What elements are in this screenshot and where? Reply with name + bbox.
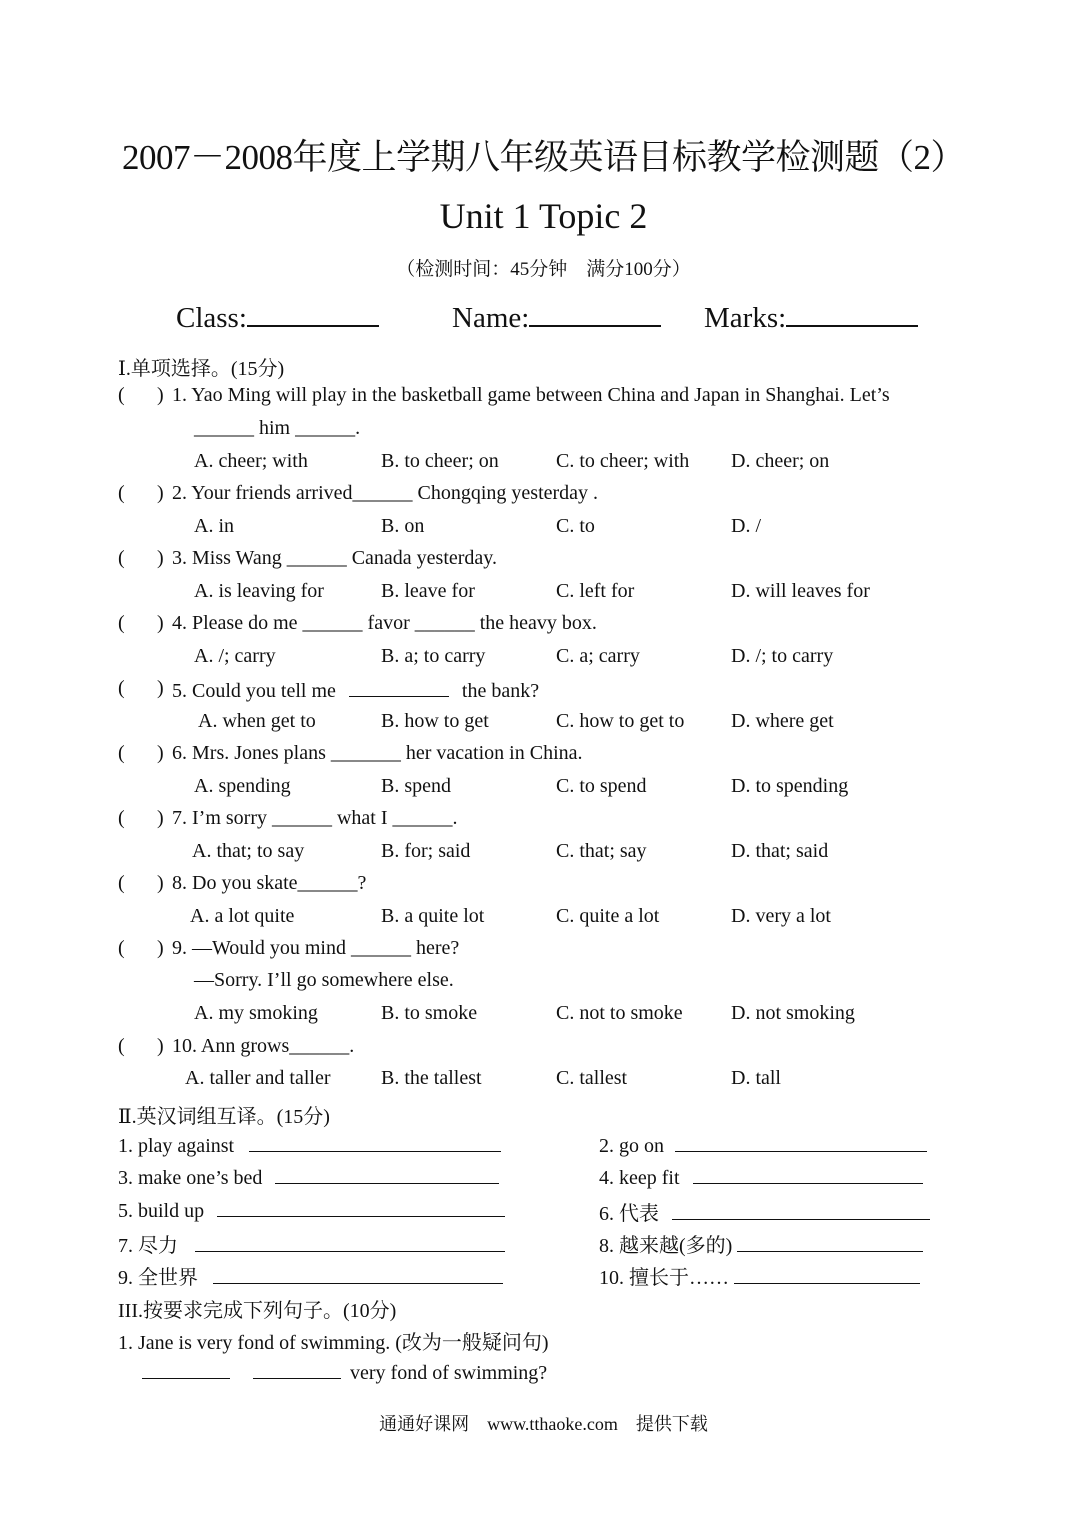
phrase-answer-blank[interactable] [249,1132,501,1152]
phrase-item [118,1164,499,1190]
question-text: 4. Please do me ______ favor ______ the heavy box. [172,612,597,634]
page-subtitle: Unit 1 Topic 2 [439,196,648,236]
answer-paren-close: ) [157,872,164,894]
phrase-label: 7. 尽力 [118,1235,178,1257]
option-b[interactable]: B. leave for [381,580,475,602]
answer-paren-close: ) [157,742,164,764]
phrase-item [599,1132,927,1158]
answer-paren-open: ( [118,384,125,406]
answer-paren-close: ) [157,677,164,699]
option-a[interactable]: A. in [194,515,234,537]
option-a[interactable]: A. cheer; with [194,450,308,472]
question-text: 2. Your friends arrived______ Chongqing yesterday . [172,482,599,504]
phrase-item [118,1261,503,1290]
option-c[interactable]: C. to cheer; with [556,450,690,472]
answer-paren-close: ) [157,547,164,569]
question-text-before: 5. Could you tell me [172,680,336,702]
section2-heading: Ⅱ.英汉词组互译。(15分) [118,1106,330,1128]
answer-line [142,1359,547,1385]
option-a[interactable]: A. is leaving for [194,580,324,602]
page-footer: 通通好课网 www.tthaoke.com 提供下载 [379,1414,708,1434]
phrase-label: 9. 全世界 [118,1267,198,1289]
phrase-label: 1. play against [118,1135,235,1157]
option-d[interactable]: D. cheer; on [731,450,830,472]
option-b[interactable]: B. for; said [381,840,471,862]
answer-paren-open: ( [118,937,125,959]
question-text: 7. I’m sorry ______ what I ______. [172,807,458,829]
option-a[interactable]: A. /; carry [194,645,276,667]
option-b[interactable]: B. a; to carry [381,645,486,667]
answer-paren-close: ) [157,807,164,829]
class-blank[interactable] [247,296,379,327]
phrase-answer-blank[interactable] [672,1200,930,1220]
section1-heading: Ⅰ.单项选择。(15分) [118,358,285,380]
option-c[interactable]: C. how to get to [556,710,685,732]
question-text-after: the bank? [461,680,540,702]
answer-paren-close: ) [157,937,164,959]
phrase-item [599,1261,920,1290]
class-label: Class: [176,302,247,334]
option-d[interactable]: D. tall [731,1067,781,1089]
answer-paren-close: ) [157,384,164,406]
question-continuation: ______ him ______. [194,417,361,439]
exam-meta: （检测时间：45分钟 满分100分） [396,259,691,280]
phrase-item [118,1197,505,1223]
option-c[interactable]: C. not to smoke [556,1002,683,1024]
phrase-answer-blank[interactable] [275,1164,499,1184]
option-a[interactable]: A. that; to say [192,840,305,862]
option-a[interactable]: A. spending [194,775,291,797]
question-text: 1. Yao Ming will play in the basketball game between China and Japan in Shanghai. Let’s [172,384,890,406]
phrase-label: 6. 代表 [599,1203,659,1225]
phrase-label: 2. go on [599,1135,664,1157]
option-d[interactable]: D. /; to carry [731,645,834,667]
page-title: 2007－2008年度上学期八年级英语目标教学检测题（2） [121,138,965,177]
name-blank[interactable] [529,296,661,327]
option-d[interactable]: D. that; said [731,840,829,862]
phrase-label: 3. make one’s bed [118,1167,263,1189]
option-d[interactable]: D. will leaves for [731,580,870,602]
option-b[interactable]: B. on [381,515,425,537]
option-a[interactable]: A. my smoking [194,1002,318,1024]
option-c[interactable]: C. that; say [556,840,647,862]
phrase-answer-blank[interactable] [693,1164,923,1184]
phrase-item [599,1164,923,1190]
option-b[interactable]: B. a quite lot [381,905,485,927]
phrase-answer-blank[interactable] [734,1264,920,1284]
phrase-answer-blank[interactable] [217,1197,505,1217]
name-label: Name: [452,302,530,334]
question-text: 10. Ann grows______. [172,1035,355,1057]
answer-tail-text: very fond of swimming? [350,1362,548,1384]
option-a[interactable]: A. taller and taller [185,1067,331,1089]
option-b[interactable]: B. the tallest [381,1067,482,1089]
phrase-label: 5. build up [118,1200,205,1222]
option-d[interactable]: D. / [731,515,761,537]
option-d[interactable]: D. where get [731,710,834,732]
answer-paren-open: ( [118,482,125,504]
phrase-label: 8. 越来越(多的) [599,1235,733,1257]
option-a[interactable]: A. a lot quite [190,905,295,927]
phrase-item [599,1197,930,1226]
marks-field [704,296,918,335]
question-blank[interactable] [349,677,449,697]
answer-blank[interactable] [142,1359,230,1379]
option-c[interactable]: C. left for [556,580,635,602]
answer-paren-open: ( [118,872,125,894]
class-field [176,296,379,335]
answer-paren-close: ) [157,1035,164,1057]
answer-paren-open: ( [118,807,125,829]
option-b[interactable]: B. how to get [381,710,489,732]
phrase-answer-blank[interactable] [195,1232,505,1252]
marks-label: Marks: [704,302,787,334]
option-c[interactable]: C. to [556,515,595,537]
question-text [172,677,539,703]
answer-paren-open: ( [118,547,125,569]
answer-blank[interactable] [253,1359,341,1379]
option-c[interactable]: C. tallest [556,1067,628,1089]
question-text: 1. Jane is very fond of swimming. (改为一般疑问句) [118,1332,549,1354]
phrase-item [599,1229,923,1258]
option-b[interactable]: B. spend [381,775,451,797]
marks-blank[interactable] [786,296,918,327]
phrase-answer-blank[interactable] [213,1264,503,1284]
option-a[interactable]: A. when get to [198,710,316,732]
option-d[interactable]: D. to spending [731,775,849,797]
answer-paren-close: ) [157,482,164,504]
option-b[interactable]: B. to cheer; on [381,450,499,472]
option-c[interactable]: C. quite a lot [556,905,660,927]
phrase-item [118,1132,501,1158]
phrase-item [118,1229,505,1258]
option-c[interactable]: C. a; carry [556,645,640,667]
section3-heading: III.按要求完成下列句子。(10分) [118,1300,397,1322]
question-continuation: —Sorry. I’ll go somewhere else. [194,969,454,991]
option-d[interactable]: D. not smoking [731,1002,855,1024]
answer-paren-open: ( [118,1035,125,1057]
phrase-label: 4. keep fit [599,1167,680,1189]
question-text: 9. —Would you mind ______ here? [172,937,460,959]
phrase-answer-blank[interactable] [737,1232,923,1252]
question-text: 8. Do you skate______? [172,872,367,894]
name-field [452,296,661,335]
phrase-label: 10. 擅长于…… [599,1267,729,1289]
option-b[interactable]: B. to smoke [381,1002,478,1024]
option-d[interactable]: D. very a lot [731,905,831,927]
question-text: 3. Miss Wang ______ Canada yesterday. [172,547,497,569]
phrase-answer-blank[interactable] [675,1132,927,1152]
answer-paren-open: ( [118,677,125,699]
answer-paren-close: ) [157,612,164,634]
option-c[interactable]: C. to spend [556,775,647,797]
question-text: 6. Mrs. Jones plans _______ her vacation in China. [172,742,583,764]
answer-paren-open: ( [118,742,125,764]
answer-paren-open: ( [118,612,125,634]
